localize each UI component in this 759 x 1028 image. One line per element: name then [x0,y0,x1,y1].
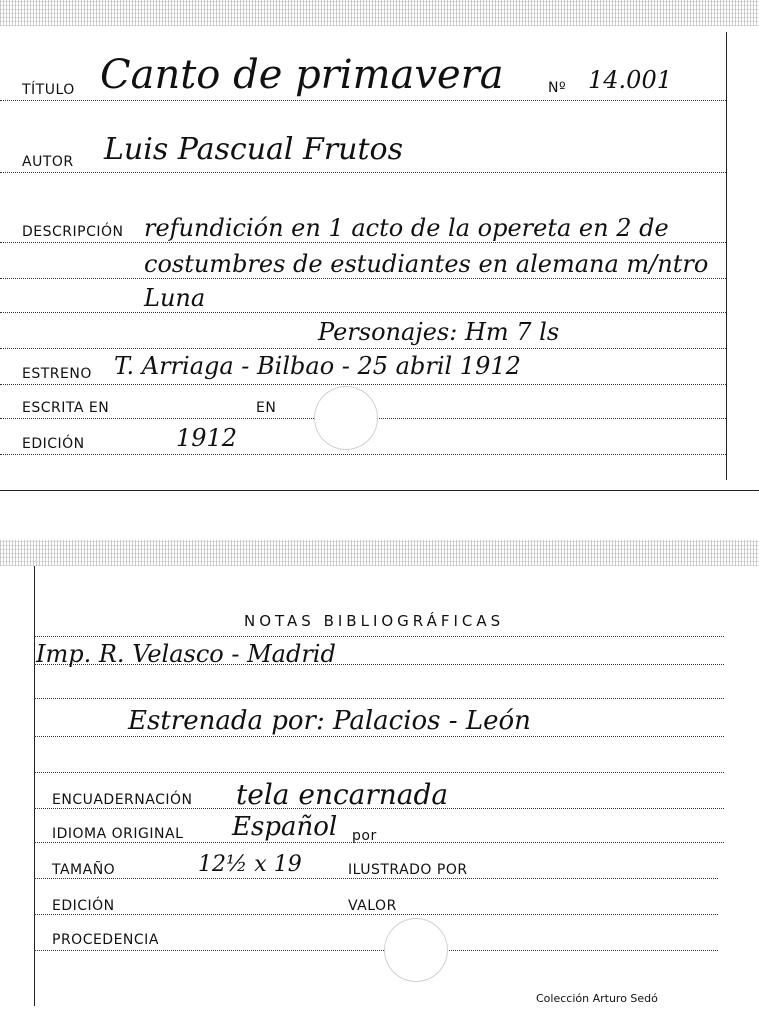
numero-value: 14.001 [588,66,672,94]
numero-label: Nº [548,80,567,96]
collection-footer: Colección Arturo Sedó [536,992,658,1005]
idioma-label: IDIOMA ORIGINAL [52,826,184,842]
autor-value: Luis Pascual Frutos [104,132,404,167]
notas-line-5 [34,772,724,773]
personajes-value: Personajes: Hm 7 ls [318,318,560,346]
tamano-value: 12½ x 19 [198,852,302,877]
autor-label: AUTOR [22,154,74,170]
card-left-border [34,566,35,1006]
ilustrado-label: ILUSTRADO POR [348,862,468,878]
titulo-label: TÍTULO [22,82,75,98]
personajes-line [0,348,726,349]
descripcion-line-2 [0,278,726,279]
notas-line-3 [34,698,724,699]
card-edge-texture [0,540,759,566]
card-bottom-edge [0,490,759,491]
edicion2-line [34,914,718,915]
titulo-line [0,100,726,101]
notas-heading: NOTAS BIBLIOGRÁFICAS [244,612,505,630]
encuadernacion-value: tela encarnada [236,778,449,811]
edicion-value: 1912 [176,424,238,452]
idioma-line [34,842,724,843]
notas-line-1 [34,636,724,637]
catalog-card-bottom [0,540,759,1028]
notas-line-2 [34,664,724,665]
edicion2-label: EDICIÓN [52,898,115,914]
edicion-label: EDICIÓN [22,436,85,452]
procedencia-line [34,950,718,951]
por-label: por [352,828,377,844]
tamano-line [34,878,718,879]
titulo-value: Canto de primavera [100,52,504,98]
notas-line-4 [34,736,724,737]
descripcion-line-3 [0,312,726,313]
en-label: EN [256,400,277,416]
note-line-1: Imp. R. Velasco - Madrid [36,640,336,668]
estreno-label: ESTRENO [22,366,92,382]
card-edge-texture [0,0,759,26]
tamano-label: TAMAÑO [52,862,116,878]
estreno-value: T. Arriaga - Bilbao - 25 abril 1912 [114,352,521,380]
encuadernacion-label: ENCUADERNACIÓN [52,792,193,808]
catalog-card-top [0,0,759,492]
valor-label: VALOR [348,898,397,914]
note-line-2: Estrenada por: Palacios - León [128,706,531,736]
idioma-value: Español [232,812,338,842]
estreno-line [0,384,726,385]
autor-line [0,172,726,173]
punch-hole [384,918,448,982]
procedencia-label: PROCEDENCIA [52,932,159,948]
descripcion-label: DESCRIPCIÓN [22,224,124,240]
edicion-line [0,454,726,455]
descripcion-value-line-2: costumbres de estudiantes en alemana m/ntro [144,250,709,278]
punch-hole [314,386,378,450]
descripcion-value-line-1: refundición en 1 acto de la opereta en 2 de [144,214,669,242]
card-right-border [726,32,727,480]
descripcion-value-line-3: Luna [144,284,206,312]
descripcion-line-1 [0,242,726,243]
escrita-label: ESCRITA EN [22,400,110,416]
